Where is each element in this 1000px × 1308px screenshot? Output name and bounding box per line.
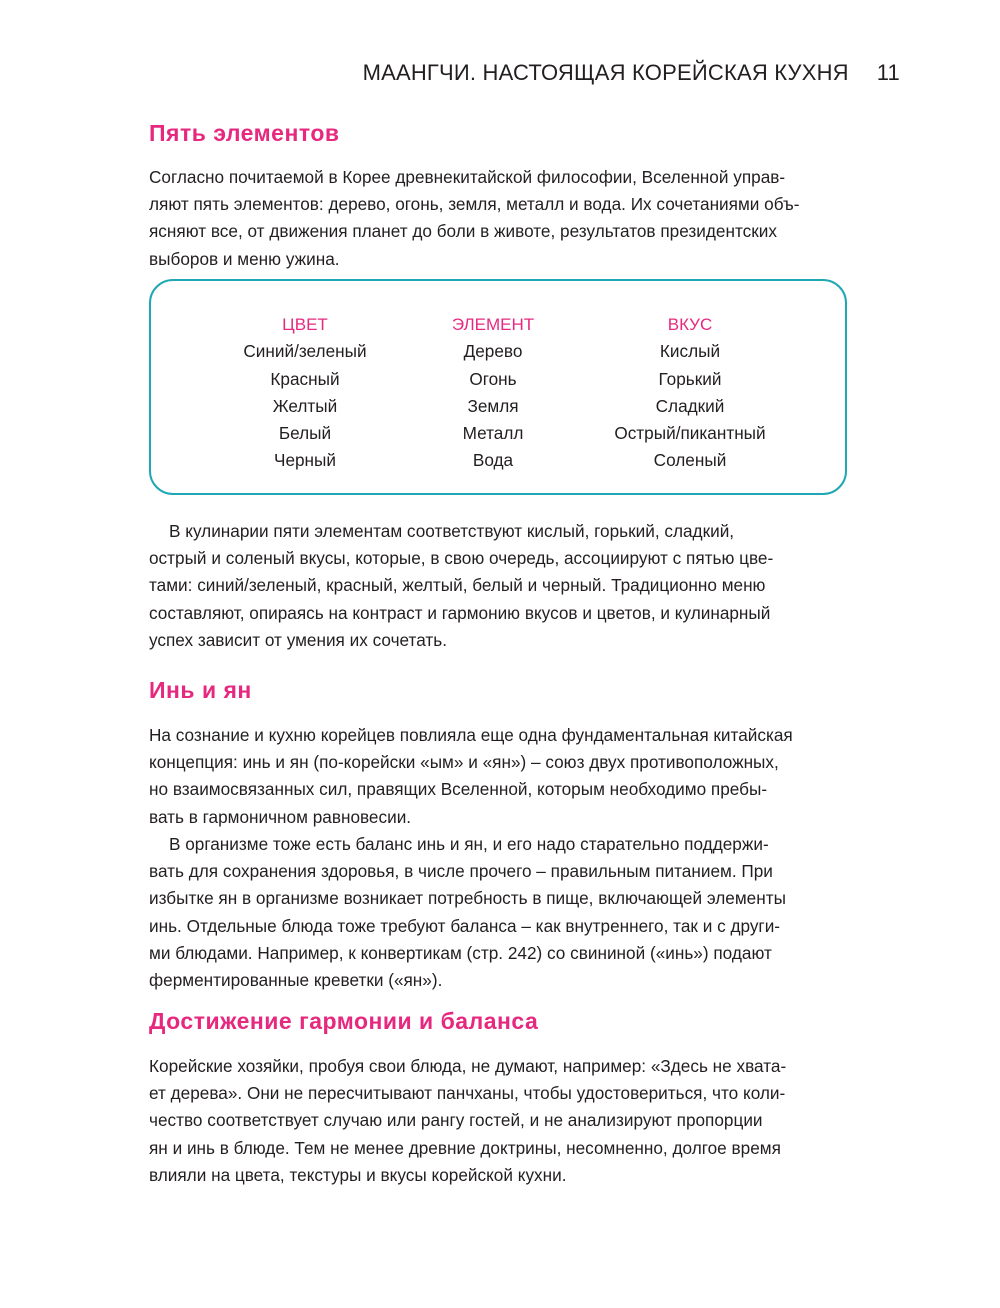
column-header: ЭЛЕМЕНТ bbox=[451, 315, 535, 334]
section-title-five-elements: Пять элементов bbox=[149, 120, 340, 146]
column-element bbox=[383, 311, 603, 475]
column-header: ВКУС bbox=[667, 315, 713, 334]
text-line: чество соответствует случаю или рангу гостей, и не анализируют пропорции bbox=[149, 1110, 763, 1131]
text-line: но взаимосвязанных сил, правящих Вселенной, которым необходимо пребы- bbox=[149, 779, 768, 800]
table-cell: Красный bbox=[270, 368, 340, 389]
text-line: вать в гармоничном равновесии. bbox=[149, 806, 412, 827]
text-line: вать для сохранения здоровья, в числе прочего – правильным питанием. При bbox=[149, 861, 773, 882]
five-elements-table bbox=[149, 279, 847, 495]
text-line: В организме тоже есть баланс инь и ян, и его надо старательно поддержи- bbox=[169, 834, 769, 854]
text-line: ян и инь в блюде. Тем не менее древние доктрины, несомненно, долгое время bbox=[149, 1137, 781, 1158]
table-cell: Острый/пикантный bbox=[614, 423, 766, 444]
table-cell: Земля bbox=[467, 395, 519, 416]
table-cell: Белый bbox=[278, 423, 332, 444]
text-line: ми блюдами. Например, к конвертикам (стр. 242) со свининой («инь») подают bbox=[149, 942, 772, 963]
table-cell: Кислый bbox=[659, 341, 721, 362]
text-line: ет дерева». Они не пересчитывают панчханы, чтобы удостовериться, что коли- bbox=[149, 1083, 786, 1104]
table-cell: Металл bbox=[462, 423, 524, 444]
column-header: ЦВЕТ bbox=[282, 315, 328, 334]
table-cell: Черный bbox=[273, 450, 337, 471]
text-line: острый и соленый вкусы, которые, в свою очередь, ассоциируют с пятью цве- bbox=[149, 548, 774, 569]
table-cell: Синий/зеленый bbox=[243, 341, 367, 362]
text-line: ляют пять элементов: дерево, огонь, земля, металл и вода. Их сочетаниями объ- bbox=[149, 194, 800, 215]
text-line: ферментированные креветки («ян»). bbox=[149, 970, 443, 991]
table-cell: Желтый bbox=[272, 395, 338, 416]
text-line: Согласно почитаемой в Корее древнекитайской философии, Вселенной управ- bbox=[149, 167, 786, 187]
table-cell: Огонь bbox=[469, 368, 517, 389]
text-line: успех зависит от умения их сочетать. bbox=[149, 629, 447, 650]
table-cell: Сладкий bbox=[655, 395, 725, 416]
running-title: МААНГЧИ. НАСТОЯЩАЯ КОРЕЙСКАЯ КУХНЯ bbox=[362, 60, 849, 85]
page-number: 11 bbox=[876, 60, 900, 85]
running-head bbox=[363, 60, 900, 86]
paragraph-five-elements-intro bbox=[149, 164, 859, 273]
text-line: инь. Отдельные блюда тоже требуют баланса – как внутреннего, так и с други- bbox=[149, 915, 781, 936]
text-line: составляют, опираясь на контраст и гармонию вкусов и цветов, и кулинарный bbox=[149, 602, 771, 623]
section-title-yin-yang: Инь и ян bbox=[149, 677, 252, 703]
text-line: тами: синий/зеленый, красный, желтый, белый и черный. Традиционно меню bbox=[149, 575, 766, 596]
text-line: избытке ян в организме возникает потребность в пище, включающей элементы bbox=[149, 888, 786, 909]
text-line: На сознание и кухню корейцев повлияла еще одна фундаментальная китайская bbox=[149, 725, 793, 745]
text-line: влияли на цвета, текстуры и вкусы корейской кухни. bbox=[149, 1164, 567, 1185]
text-line: Корейские хозяйки, пробуя свои блюда, не думают, например: «Здесь не хвата- bbox=[149, 1056, 787, 1076]
column-color bbox=[195, 311, 415, 475]
table-cell: Соленый bbox=[653, 450, 727, 471]
paragraph-culinary-tastes bbox=[149, 518, 859, 654]
table-cell: Вода bbox=[472, 450, 514, 471]
table-cell: Дерево bbox=[463, 341, 523, 362]
section-title-harmony-balance: Достижение гармонии и баланса bbox=[149, 1008, 539, 1034]
text-line: выборов и меню ужина. bbox=[149, 248, 340, 269]
text-line: ясняют все, от движения планет до боли в животе, результатов президентских bbox=[149, 221, 777, 242]
text-line: концепция: инь и ян (по-корейски «ым» и «ян») – союз двух противоположных, bbox=[149, 752, 779, 773]
table-cell: Горький bbox=[658, 368, 722, 389]
text-line: В кулинарии пяти элементам соответствуют кислый, горький, сладкий, bbox=[169, 521, 735, 541]
column-taste bbox=[580, 311, 800, 475]
paragraph-yin-yang-body bbox=[149, 831, 859, 994]
paragraph-harmony-balance bbox=[149, 1053, 859, 1189]
paragraph-yin-yang-concept bbox=[149, 722, 859, 831]
